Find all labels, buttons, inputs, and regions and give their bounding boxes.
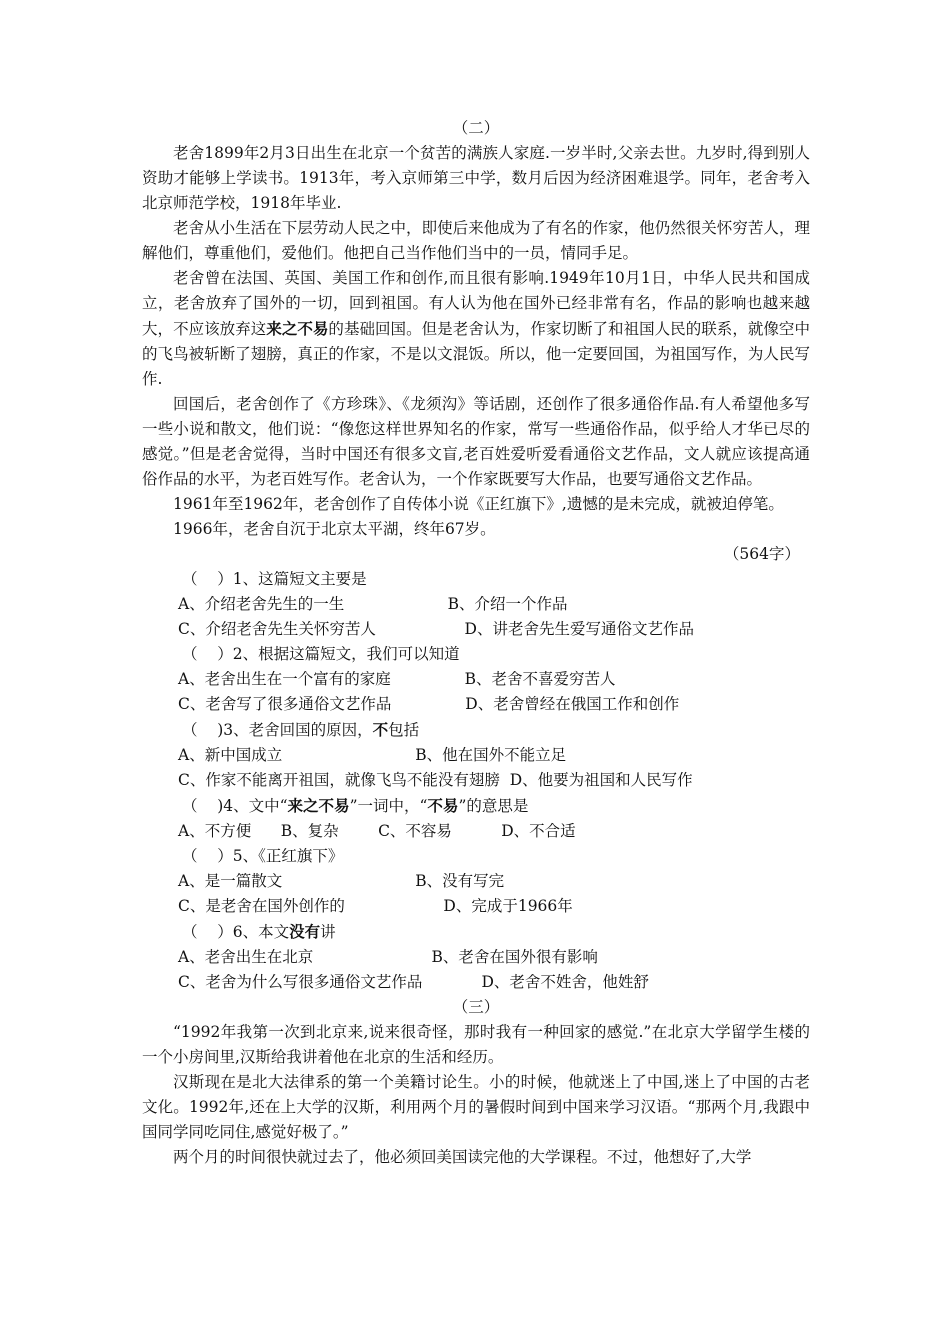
question-6-options-ab: A、老舍出生在北京 B、老舍在国外很有影响 — [178, 948, 598, 966]
question-3-options-cd: C、作家不能离开祖国，就像飞鸟不能没有翅膀 D、他要为祖国和人民写作 — [178, 771, 693, 789]
paragraph — [142, 266, 810, 392]
question-6 — [142, 919, 810, 945]
document-page — [142, 116, 810, 1170]
question-text: ”一词中，“ — [349, 797, 428, 815]
question-3-options-ab: A、新中国成立 B、他在国外不能立足 — [178, 746, 567, 764]
question-5-options-cd: C、是老舍在国外创作的 D、完成于1966年 — [178, 897, 573, 915]
question-1-options-ab: A、介绍老舍先生的一生 B、介绍一个作品 — [178, 595, 568, 613]
question-text: （ ）6、本文 — [182, 923, 290, 941]
question-4-options: A、不方便 B、复杂 C、不容易 D、不合适 — [178, 822, 576, 840]
paragraph: 两个月的时间很快就过去了，他必须回美国读完他的大学课程。不过，他想好了,大学 — [173, 1148, 752, 1166]
question-text: 包括 — [388, 721, 420, 739]
section-heading-2: （二） — [452, 119, 500, 137]
question-4 — [142, 793, 810, 819]
paragraph: 1966年，老舍自沉于北京太平湖，终年67岁。 — [173, 520, 496, 538]
question-1-options-cd: C、介绍老舍先生关怀穷苦人 D、讲老舍先生爱写通俗文艺作品 — [178, 620, 694, 638]
paragraph: 回国后，老舍创作了《方珍珠》、《龙须沟》等话剧，还创作了很多通俗作品.有人希望他多写一些小说和散文，他们说：“像您这样世界知名的作家，常写一些通俗作品，似乎给人才华已尽的感觉。”但是老舍觉得，当时中国还有很多文盲,老百姓爱听爱看通俗文艺作品，文人就应该提高通俗作品的水平，为老百姓写作。老舍认为，一个作家既要写大作品，也要写通俗文艺作品。 — [142, 395, 810, 488]
question-text: （ )3、老舍回国的原因， — [182, 721, 373, 739]
section-heading-3: （三） — [452, 998, 500, 1016]
bold-word: 来之不易 — [287, 796, 350, 815]
bold-phrase: 来之不易 — [266, 319, 329, 338]
question-2-options-ab: A、老舍出生在一个富有的家庭 B、老舍不喜爱穷苦人 — [178, 670, 616, 688]
question-1: （ ）1、这篇短文主要是 — [182, 570, 367, 588]
question-5-options-ab: A、是一篇散文 B、没有写完 — [178, 872, 505, 890]
question-2: （ ）2、根据这篇短文，我们可以知道 — [182, 645, 460, 663]
question-6-options-cd: C、老舍为什么写很多通俗文艺作品 D、老舍不姓舍，他姓舒 — [178, 973, 649, 991]
question-text: 讲 — [320, 923, 336, 941]
paragraph: 老舍1899年2月3日出生在北京一个贫苦的满族人家庭.一岁半时,父亲去世。九岁时,得到别人资助才能够上学读书。1913年，考入京师第三中学，数月后因为经济困难退学。同年，老舍考入北京师范学校，1918年毕业. — [142, 144, 810, 212]
bold-word: 不易 — [427, 796, 459, 815]
paragraph: 1961年至1962年，老舍创作了自传体小说《正红旗下》,遗憾的是未完成，就被迫停笔。 — [173, 495, 784, 513]
question-3 — [142, 717, 810, 743]
question-text: （ )4、文中“ — [182, 797, 288, 815]
question-2-options-cd: C、老舍写了很多通俗文艺作品 D、老舍曾经在俄国工作和创作 — [178, 695, 680, 713]
paragraph: “1992年我第一次到北京来,说来很奇怪，那时我有一种回家的感觉.”在北京大学留学生楼的一个小房间里,汉斯给我讲着他在北京的生活和经历。 — [142, 1023, 810, 1066]
word-count: （564字） — [723, 545, 800, 563]
bold-word: 不 — [372, 720, 389, 739]
paragraph-text: 老舍曾在法国、英国、美国工作和创作,而且很有影响.1949年10月1日，中华人民共和国成立，老舍放弃了国外的一切，回到祖国。有人认为他在国外已经非常有名，作品的影响也越来越大，不应该放弃这 — [142, 269, 810, 338]
question-text: ”的意思是 — [458, 797, 529, 815]
paragraph: 老舍从小生活在下层劳动人民之中，即使后来他成为了有名的作家，他仍然很关怀穷苦人，理解他们，尊重他们，爱他们。他把自己当作他们当中的一员，情同手足。 — [142, 219, 810, 262]
paragraph-text: 的基础回国。但是老舍认为，作家切断了和祖国人民的联系，就像空中的飞鸟被斩断了翅膀，真正的作家，不是以文混饭。所以，他一定要回国，为祖国写作，为人民写作. — [142, 320, 810, 388]
bold-word: 没有 — [289, 922, 321, 941]
paragraph: 汉斯现在是北大法律系的第一个美籍讨论生。小的时候，他就迷上了中国,迷上了中国的古老文化。1992年,还在上大学的汉斯，利用两个月的暑假时间到中国来学习汉语。“那两个月,我跟中国同学同吃同住,感觉好极了。” — [142, 1073, 810, 1141]
question-5: （ ）5、《正红旗下》 — [182, 847, 344, 865]
